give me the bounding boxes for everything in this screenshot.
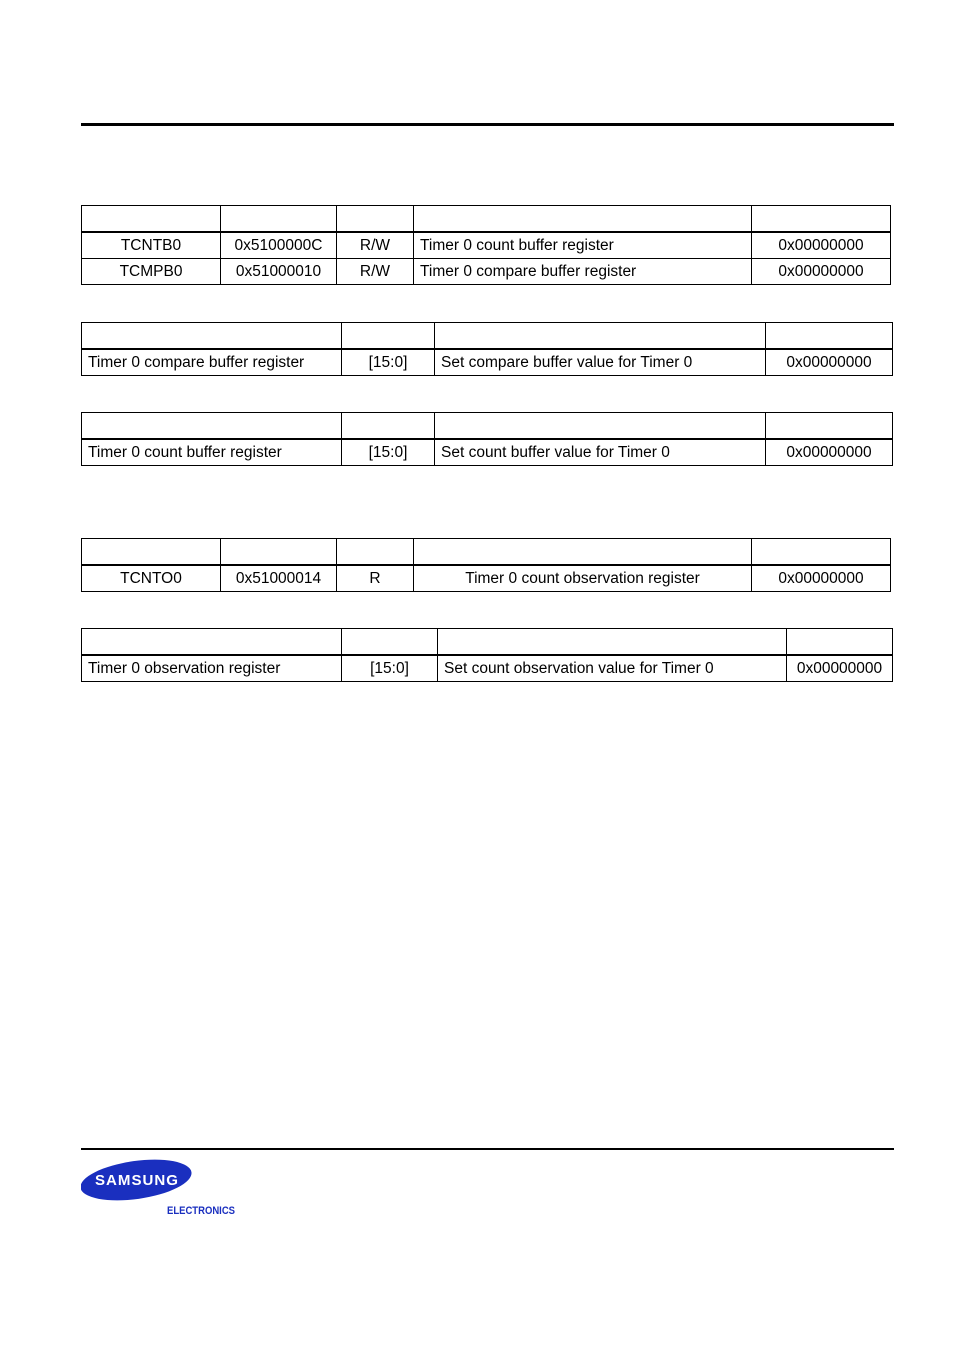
bit-description: Set count buffer value for Timer 0 bbox=[435, 439, 766, 466]
svg-text:SAMSUNG: SAMSUNG bbox=[95, 1172, 179, 1189]
bit-initial-value: 0x00000000 bbox=[766, 439, 893, 466]
table-row bbox=[82, 439, 893, 466]
samsung-electronics-logo bbox=[81, 1157, 241, 1224]
bit-field-name: Timer 0 count buffer register bbox=[82, 439, 342, 466]
footer-rule bbox=[81, 1148, 894, 1150]
table-header-row bbox=[82, 206, 891, 233]
register-address: 0x51000014 bbox=[221, 565, 337, 592]
bit-description: Set compare buffer value for Timer 0 bbox=[435, 349, 766, 376]
register-reset-value: 0x00000000 bbox=[752, 232, 891, 259]
table-row bbox=[82, 565, 891, 592]
register-reset-value: 0x00000000 bbox=[752, 565, 891, 592]
bit-initial-value: 0x00000000 bbox=[787, 655, 893, 682]
bit-table-tcmpb0 bbox=[81, 322, 893, 376]
table-row bbox=[82, 232, 891, 259]
register-name: TCMPB0 bbox=[82, 259, 221, 285]
register-reset-value: 0x00000000 bbox=[752, 259, 891, 285]
table-row bbox=[82, 349, 893, 376]
register-rw: R bbox=[337, 565, 414, 592]
table-header-row bbox=[82, 539, 891, 566]
register-description: Timer 0 count observation register bbox=[414, 565, 752, 592]
register-address: 0x5100000C bbox=[221, 232, 337, 259]
register-description: Timer 0 count buffer register bbox=[414, 232, 752, 259]
table-row bbox=[82, 259, 891, 285]
bit-description: Set count observation value for Timer 0 bbox=[438, 655, 787, 682]
register-description: Timer 0 compare buffer register bbox=[414, 259, 752, 285]
bit-range: [15:0] bbox=[342, 349, 435, 376]
header-rule bbox=[81, 123, 894, 126]
bit-range: [15:0] bbox=[342, 655, 438, 682]
table-header-row bbox=[82, 413, 893, 440]
register-name: TCNTB0 bbox=[82, 232, 221, 259]
table-header-row bbox=[82, 323, 893, 350]
register-table-tcntb0-tcmpb0 bbox=[81, 205, 891, 285]
bit-table-tcntb0 bbox=[81, 412, 893, 466]
register-rw: R/W bbox=[337, 232, 414, 259]
register-rw: R/W bbox=[337, 259, 414, 285]
samsung-logo-icon bbox=[81, 1157, 241, 1219]
bit-field-name: Timer 0 compare buffer register bbox=[82, 349, 342, 376]
bit-table-tcnto0 bbox=[81, 628, 893, 682]
table-header-row bbox=[82, 629, 893, 656]
register-name: TCNTO0 bbox=[82, 565, 221, 592]
table-row bbox=[82, 655, 893, 682]
bit-initial-value: 0x00000000 bbox=[766, 349, 893, 376]
register-table-tcnto0 bbox=[81, 538, 891, 592]
svg-text:ELECTRONICS: ELECTRONICS bbox=[167, 1205, 235, 1217]
bit-field-name: Timer 0 observation register bbox=[82, 655, 342, 682]
register-address: 0x51000010 bbox=[221, 259, 337, 285]
bit-range: [15:0] bbox=[342, 439, 435, 466]
